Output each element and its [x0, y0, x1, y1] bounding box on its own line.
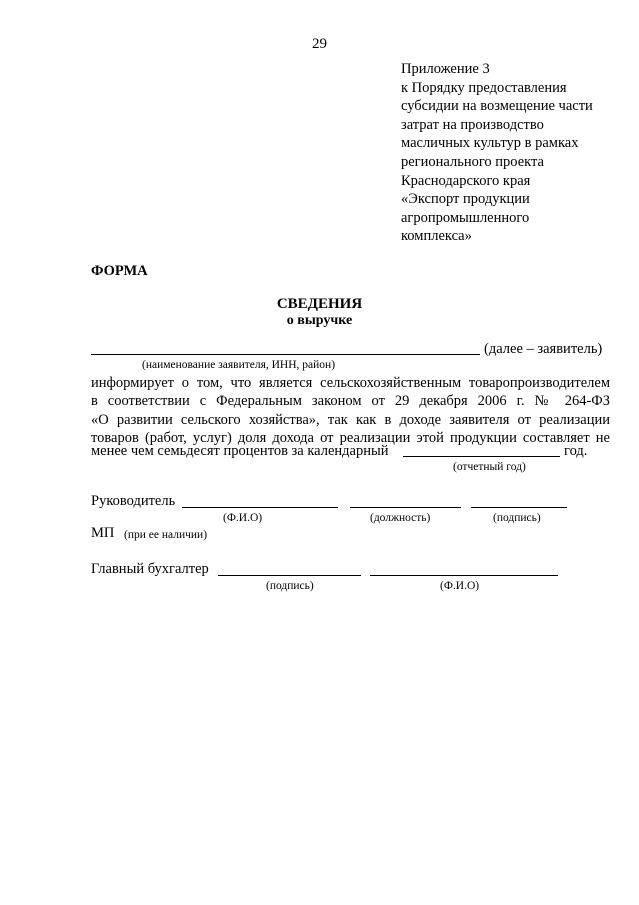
- head-fio-field[interactable]: [182, 507, 338, 508]
- appendix-header: [401, 60, 621, 246]
- form-label: ФОРМА: [91, 263, 148, 279]
- appendix-line: Краснодарского края: [401, 172, 531, 189]
- head-label: Руководитель: [91, 493, 176, 509]
- accountant-label: Главный бухгалтер: [91, 561, 209, 577]
- reporting-year-field[interactable]: [403, 456, 560, 457]
- body-paragraph: [91, 374, 610, 447]
- stamp-label: МП: [91, 525, 115, 541]
- appendix-line: агропромышленного: [401, 209, 530, 226]
- body-line: информирует о том, что является сельскохозяйственным товаропроизводителем: [91, 375, 610, 391]
- body-last-line: менее чем семьдесят процентов за календарный: [91, 443, 389, 459]
- applicant-hint: (наименование заявителя, ИНН, район): [142, 359, 336, 371]
- accountant-fio-hint: (Ф.И.О): [440, 580, 480, 592]
- body-line: «О развитии сельского хозяйства», так как в доходе заявителя от реализации: [91, 411, 610, 428]
- accountant-signature-field[interactable]: [218, 575, 361, 576]
- applicant-suffix: (далее – заявитель): [484, 341, 603, 357]
- reporting-year-hint: (отчетный год): [453, 461, 526, 473]
- appendix-line: к Порядку предоставления: [401, 79, 567, 96]
- appendix-line: комплекса»: [401, 228, 472, 245]
- accountant-fio-field[interactable]: [370, 575, 558, 576]
- body-line: в соответствии с Федеральным законом от 29 декабря 2006 г. № 264-ФЗ: [91, 393, 610, 410]
- appendix-line: масличных культур в рамках: [401, 135, 579, 152]
- head-signature-field[interactable]: [471, 507, 567, 508]
- stamp-hint: (при ее наличии): [124, 529, 208, 541]
- appendix-line: «Экспорт продукции: [401, 191, 530, 208]
- body-last-suffix: год.: [564, 443, 588, 459]
- appendix-line: Приложение 3: [401, 61, 490, 77]
- appendix-line: субсидии на возмещение части: [401, 98, 593, 115]
- document-title: СВЕДЕНИЯ: [276, 296, 363, 312]
- page-number: 29: [312, 36, 327, 52]
- appendix-line: регионального проекта: [401, 153, 544, 170]
- accountant-signature-hint: (подпись): [266, 580, 314, 592]
- head-fio-hint: (Ф.И.О): [223, 512, 263, 524]
- head-position-field[interactable]: [350, 507, 461, 508]
- document-subtitle: о выручке: [286, 313, 353, 328]
- head-signature-hint: (подпись): [493, 512, 541, 524]
- head-position-hint: (должность): [370, 512, 431, 524]
- body-line: товаров (работ, услуг) доля дохода от реализации этой продукции составляет не: [91, 429, 610, 446]
- applicant-name-field[interactable]: [91, 354, 480, 355]
- appendix-line: затрат на производство: [401, 116, 544, 133]
